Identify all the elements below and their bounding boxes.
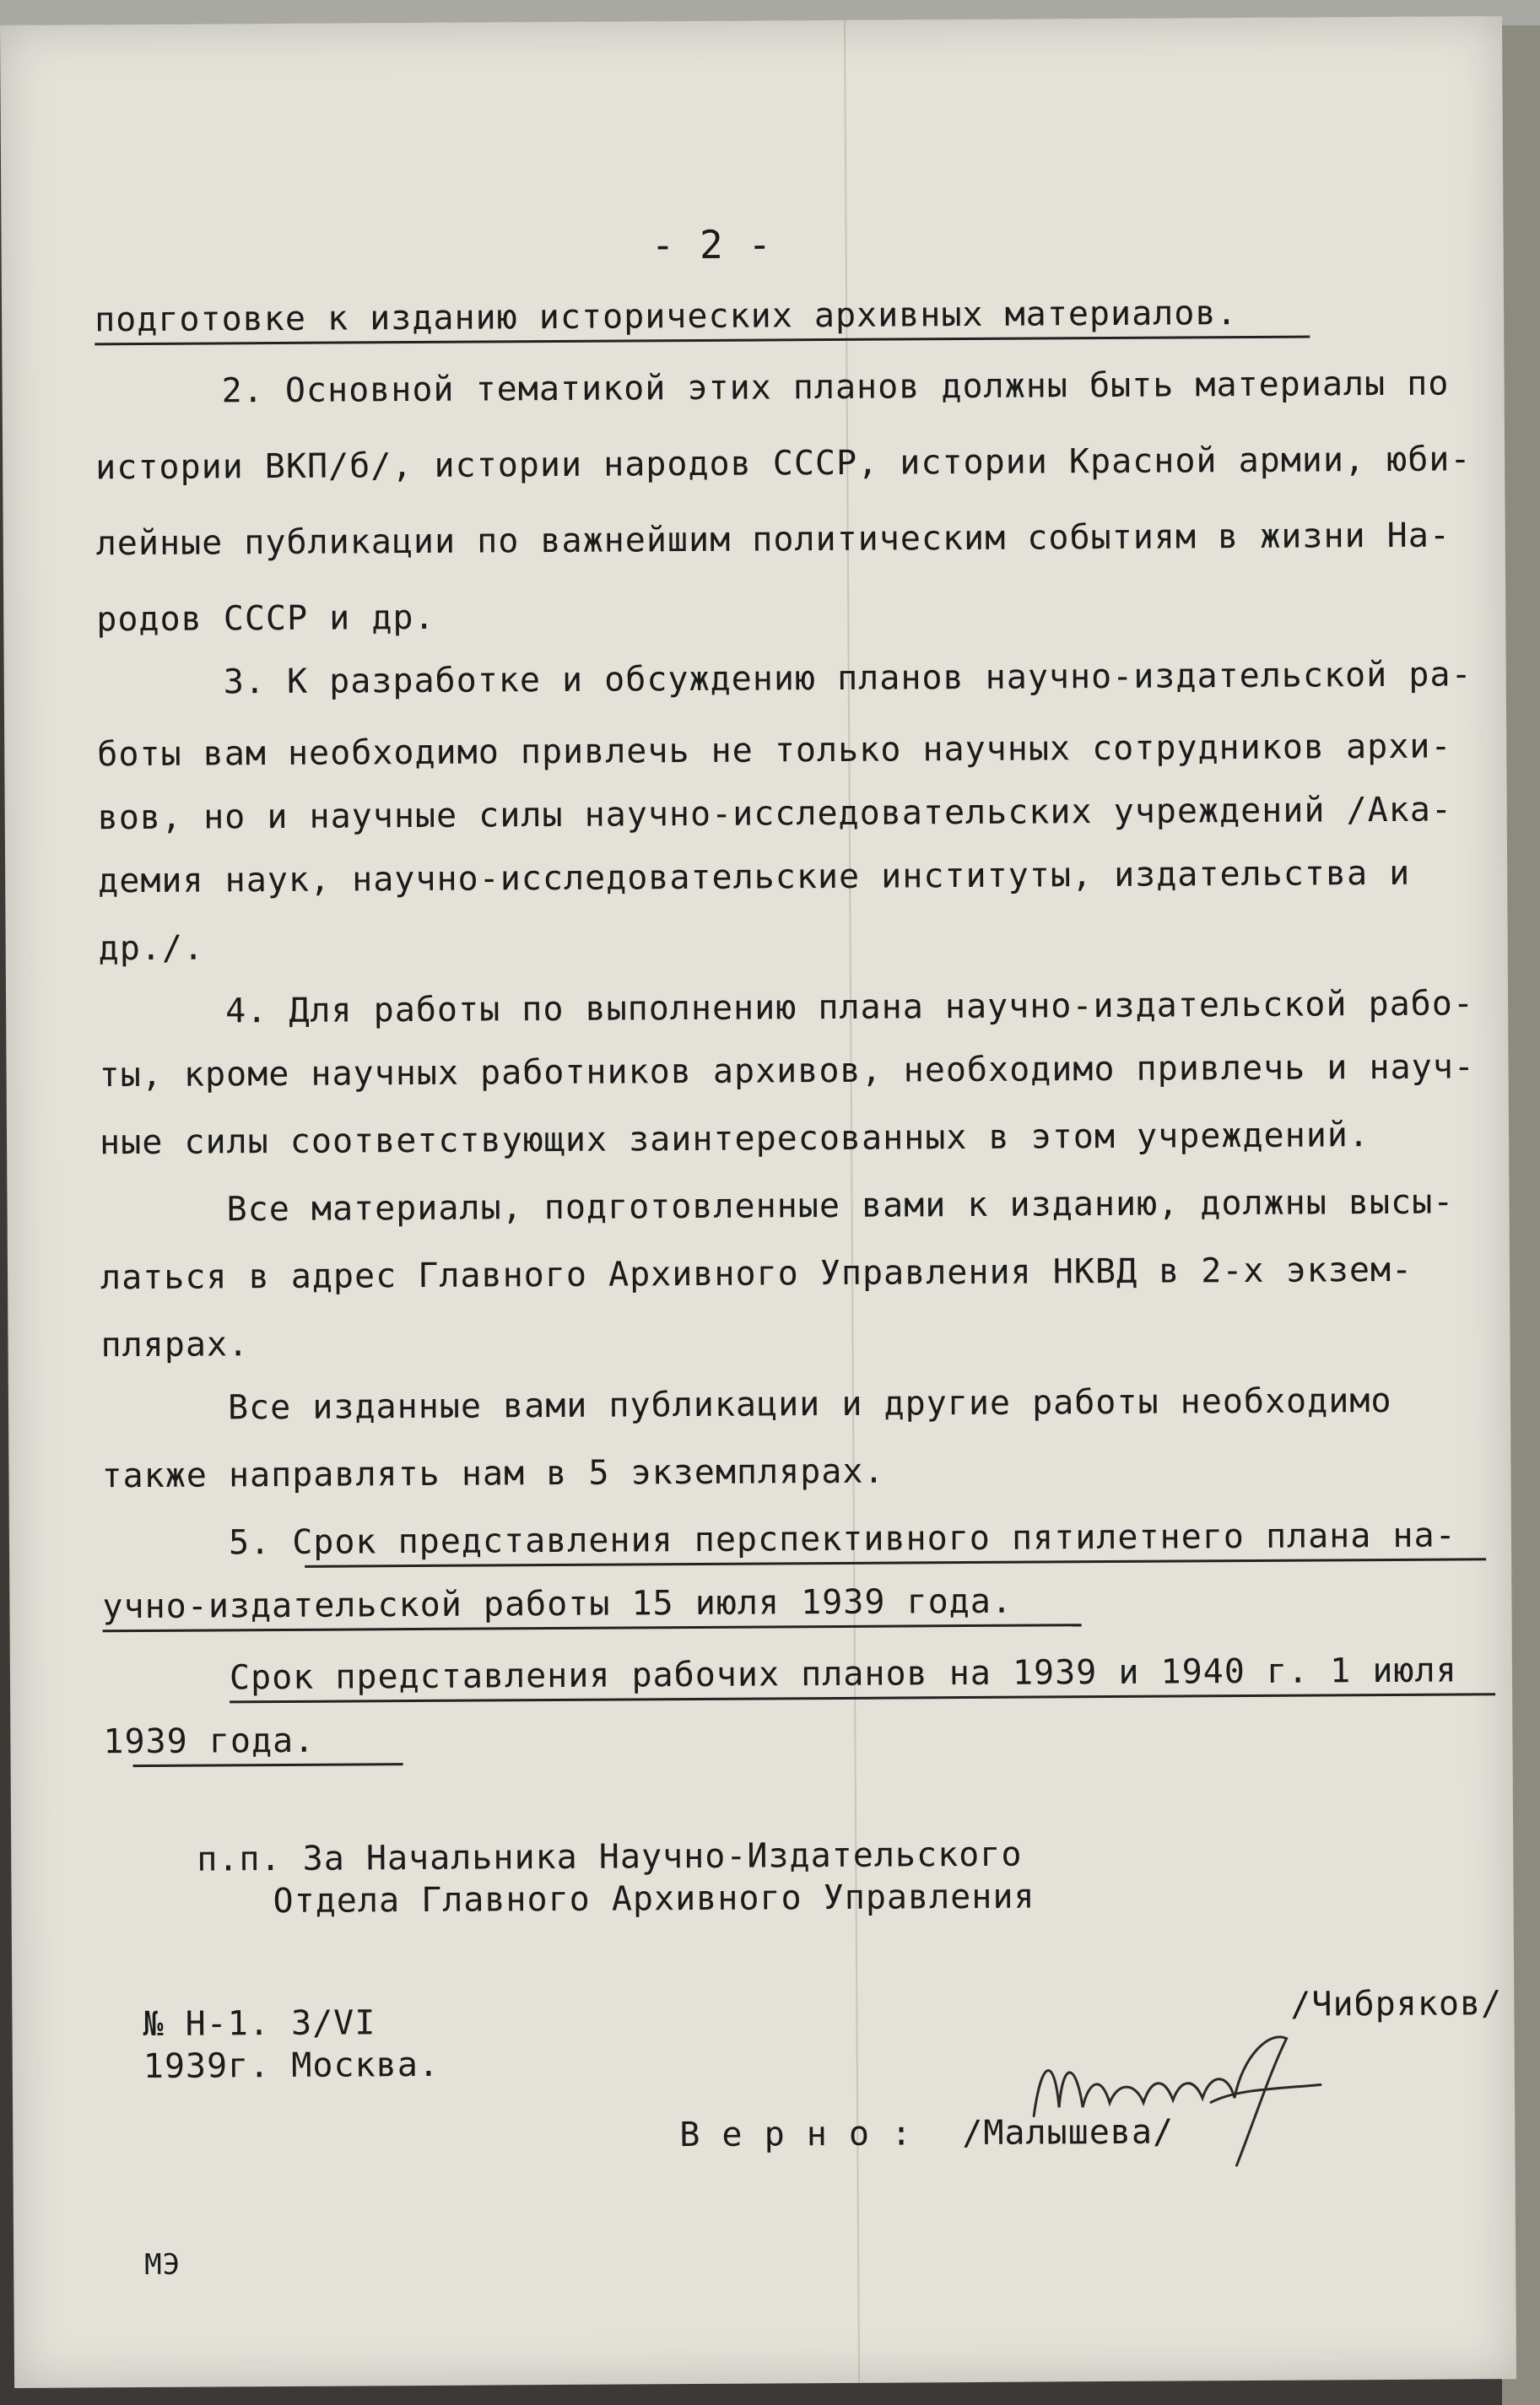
body-line-16: плярах.	[100, 1325, 250, 1365]
body-line-1: подготовке к изданию исторических архивных материалов.	[94, 294, 1238, 340]
body-line-19: 5. Срок представления перспективного пятилетнего плана на-	[228, 1516, 1456, 1563]
body-line-13: ные силы соответствующих заинтересованных в этом учреждений.	[99, 1116, 1370, 1163]
body-line-10: др./.	[98, 928, 205, 969]
signatory-name: /Чибряков/	[1290, 1984, 1503, 2024]
document-page	[0, 16, 1516, 2388]
body-line-3: истории ВКП/б/, истории народов СССР, истории Красной армии, юби-	[95, 440, 1472, 488]
body-line-9: демия наук, научно-исследовательские институты, издательства и	[98, 853, 1411, 901]
body-line-11: 4. Для работы по выполнению плана научно-издательской рабо-	[225, 984, 1475, 1031]
body-line-4: лейные публикации по важнейшим политическим событиям в жизни На-	[95, 516, 1451, 564]
body-line-18: также направлять нам в 5 экземплярах.	[101, 1451, 885, 1496]
signature-title-1: п.п. За Начальника Научно-Издательского	[197, 1835, 1023, 1879]
verified-label: В е р н о :	[679, 2114, 913, 2155]
body-line-17: Все изданные вами публикации и другие работы необходимо	[227, 1381, 1392, 1428]
page-number: - 2 -	[651, 221, 773, 268]
verified-name: /Малышева/	[962, 2112, 1175, 2154]
body-line-22: 1939 года.	[103, 1721, 316, 1762]
body-line-5: родов СССР и др.	[96, 597, 435, 640]
reference-place-date: 1939г. Москва.	[143, 2045, 440, 2087]
reference-number: № Н-1. 3/VI	[143, 2003, 376, 2045]
body-line-7: боты вам необходимо привлечь не только научных сотрудников архи-	[97, 727, 1452, 775]
body-line-6: 3. К разработке и обсуждению планов научно-издательской ра-	[223, 655, 1472, 702]
body-line-2: 2. Основной тематикой этих планов должны быть материалы по	[221, 364, 1450, 411]
typist-initials: МЭ	[144, 2247, 181, 2283]
body-line-12: ты, кроме научных работников архивов, необходимо привлечь и науч-	[99, 1047, 1476, 1095]
body-line-8: вов, но и научные силы научно-исследовательских учреждений /Ака-	[97, 790, 1453, 838]
handwritten-signature	[1016, 2021, 1337, 2178]
underline-5	[133, 1763, 403, 1767]
body-line-20: учно-издательской работы 15 июля 1939 года.	[102, 1581, 1013, 1627]
body-line-15: латься в адрес Главного Архивного Управления НКВД в 2-х экзем-	[100, 1250, 1413, 1298]
signature-title-2: Отдела Главного Архивного Управления	[273, 1877, 1035, 1921]
body-line-14: Все материалы, подготовленные вами к изданию, должны высы-	[226, 1182, 1455, 1230]
body-line-21: Срок представления рабочих планов на 1939 и 1940 г. 1 июля	[229, 1651, 1457, 1698]
